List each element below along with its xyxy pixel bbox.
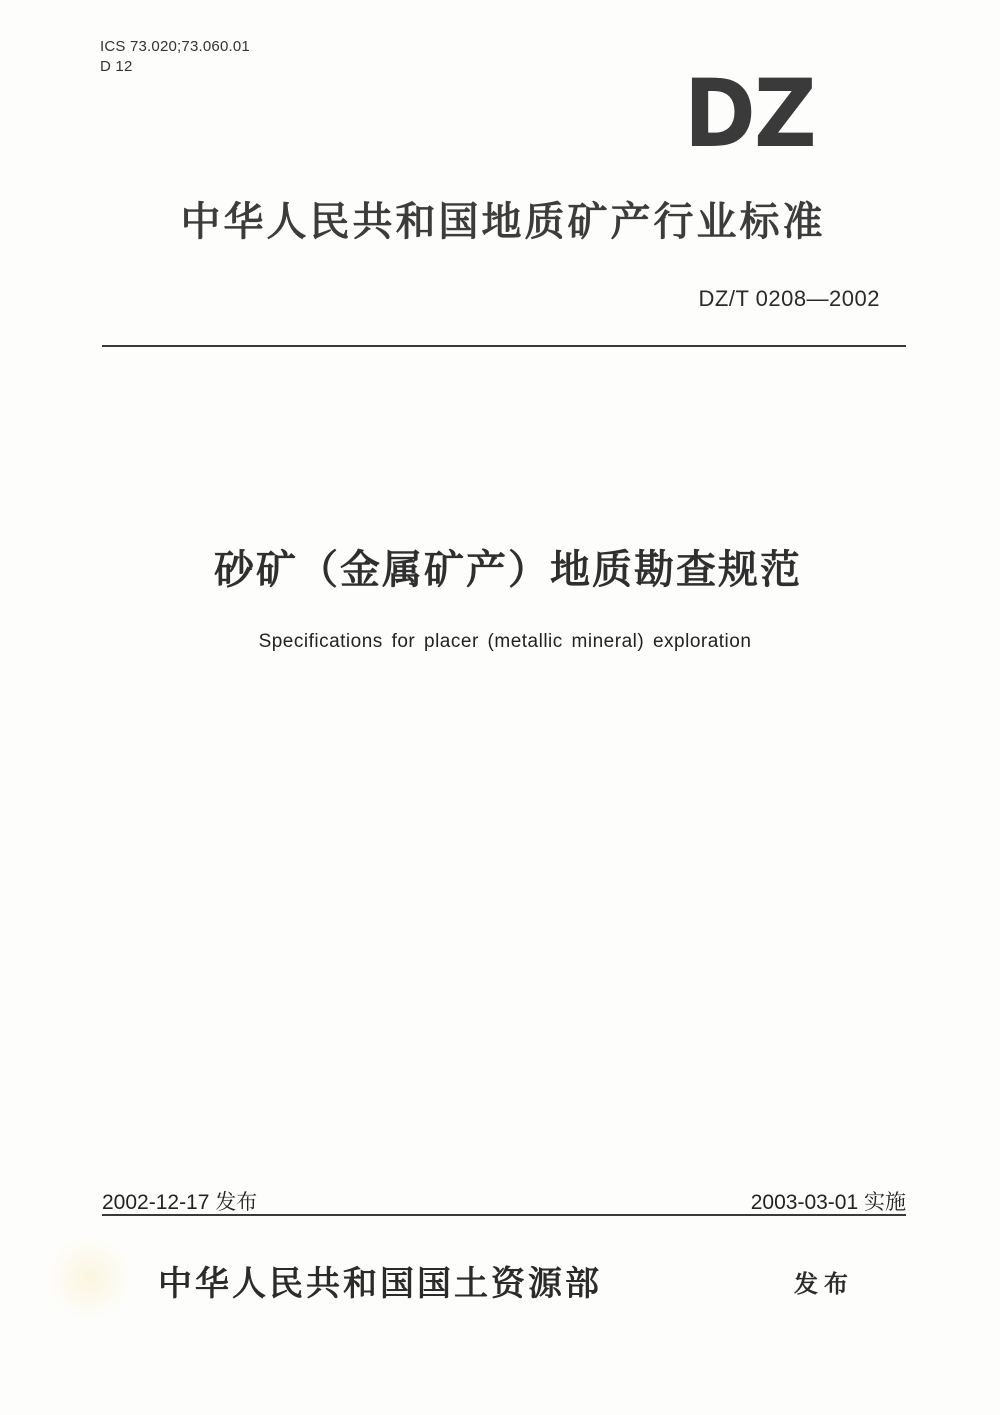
standard-number: DZ/T 0208—2002: [698, 286, 880, 311]
scan-stain: [48, 1236, 132, 1320]
dz-logo: DZ: [684, 60, 815, 169]
document-title-english: Specifications for placer (metallic mineral) exploration: [258, 631, 752, 652]
bottom-divider: [102, 1214, 906, 1216]
effective-date: 2003-03-01 实施: [750, 1191, 906, 1214]
document-title-chinese: 砂矿（金属矿产）地质勘查规范: [214, 547, 802, 593]
publish-label: 发布: [794, 1269, 854, 1298]
classification-code: D 12: [100, 58, 133, 75]
industry-standard-title: 中华人民共和国地质矿产行业标准: [180, 199, 826, 245]
issue-date: 2002-12-17 发布: [102, 1191, 258, 1214]
top-divider: [102, 345, 906, 347]
ics-code: ICS 73.020;73.060.01: [100, 38, 250, 55]
publisher-name: 中华人民共和国国土资源部: [158, 1264, 602, 1304]
